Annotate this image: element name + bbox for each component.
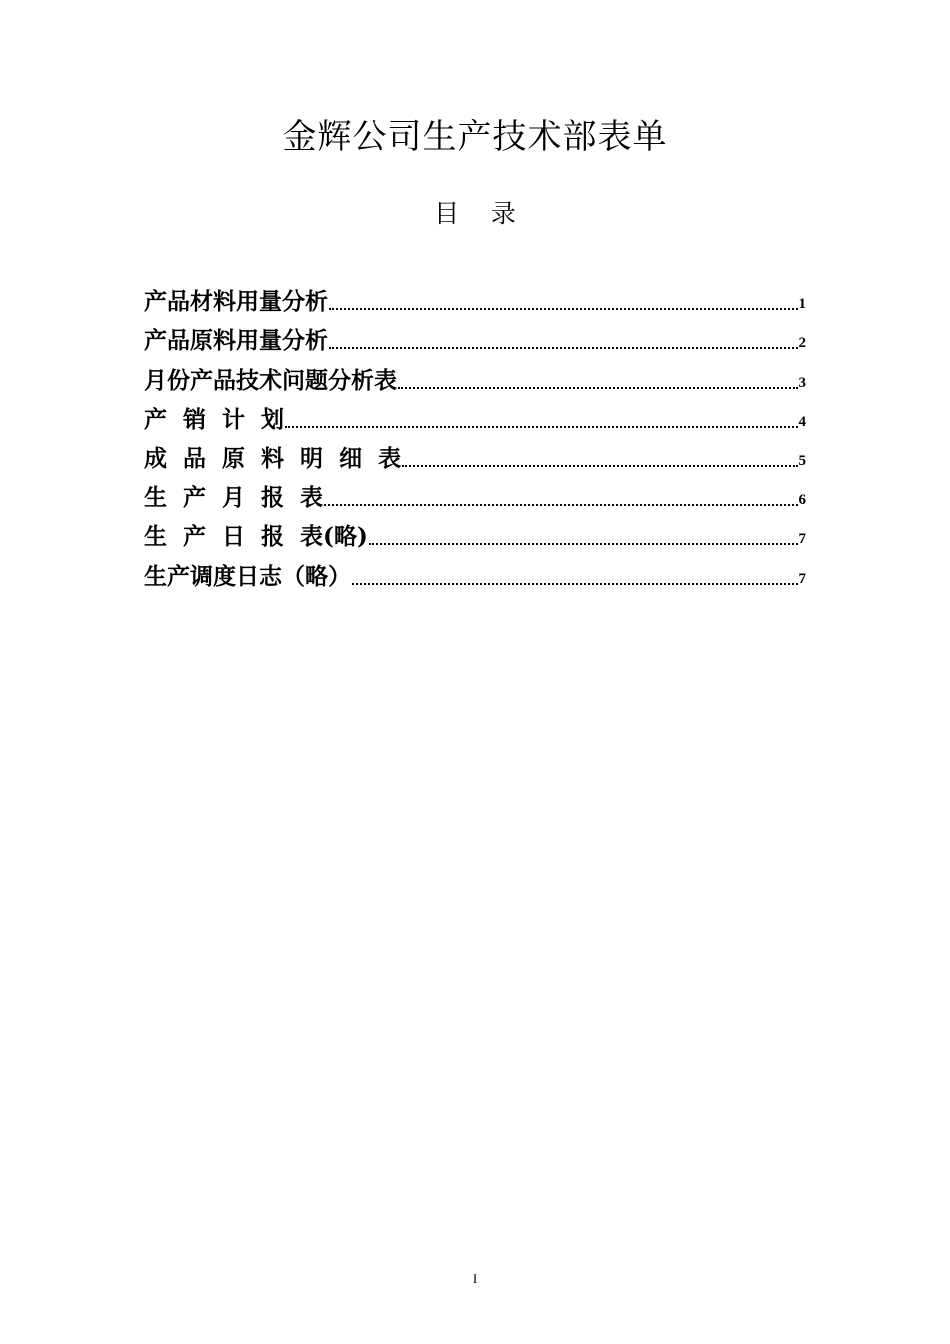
page-number: I xyxy=(472,1271,478,1286)
table-of-contents xyxy=(144,278,806,592)
toc-entry-production-sales-plan[interactable] xyxy=(144,396,806,435)
toc-entry-label: 产品材料用量分析 xyxy=(144,288,328,316)
toc-dot-leader xyxy=(329,347,798,349)
toc-entry-production-dispatch-log[interactable] xyxy=(144,552,806,591)
toc-dot-leader xyxy=(369,543,798,545)
toc-entry-monthly-tech-issues[interactable] xyxy=(144,356,806,395)
toc-entry-daily-production-report[interactable] xyxy=(144,513,806,552)
toc-entry-material-usage[interactable] xyxy=(144,278,806,317)
toc-entry-page: 6 xyxy=(798,492,806,509)
toc-entry-label: 成 品 原 料 明 细 表 xyxy=(144,444,402,472)
toc-dot-leader xyxy=(352,583,798,585)
toc-heading: 目 录 xyxy=(434,199,516,228)
toc-dot-leader xyxy=(285,426,797,428)
toc-entry-raw-material-usage[interactable] xyxy=(144,317,806,356)
toc-entry-label: 月份产品技术问题分析表 xyxy=(144,366,397,394)
toc-entry-page: 7 xyxy=(798,531,806,548)
toc-entry-label: 生 产 月 报 表 xyxy=(144,484,324,512)
toc-dot-leader xyxy=(324,504,797,506)
toc-entry-label: 生 产 日 报 表(略) xyxy=(144,523,368,551)
toc-dot-leader xyxy=(329,308,798,310)
toc-entry-label: 产品原料用量分析 xyxy=(144,327,328,355)
toc-dot-leader xyxy=(398,387,798,389)
toc-entry-page: 7 xyxy=(798,570,806,587)
toc-entry-label: 产 销 计 划 xyxy=(144,405,285,433)
toc-entry-page: 4 xyxy=(798,413,806,430)
toc-entry-finished-goods-materials[interactable] xyxy=(144,435,806,474)
toc-entry-page: 3 xyxy=(798,374,806,391)
document-title: 金辉公司生产技术部表单 xyxy=(282,117,668,157)
toc-dot-leader xyxy=(402,465,797,467)
toc-entry-page: 5 xyxy=(798,452,806,469)
toc-entry-page: 1 xyxy=(798,296,806,313)
toc-entry-monthly-production-report[interactable] xyxy=(144,474,806,513)
toc-entry-page: 2 xyxy=(798,335,806,352)
toc-entry-label: 生产调度日志（略） xyxy=(144,562,351,590)
